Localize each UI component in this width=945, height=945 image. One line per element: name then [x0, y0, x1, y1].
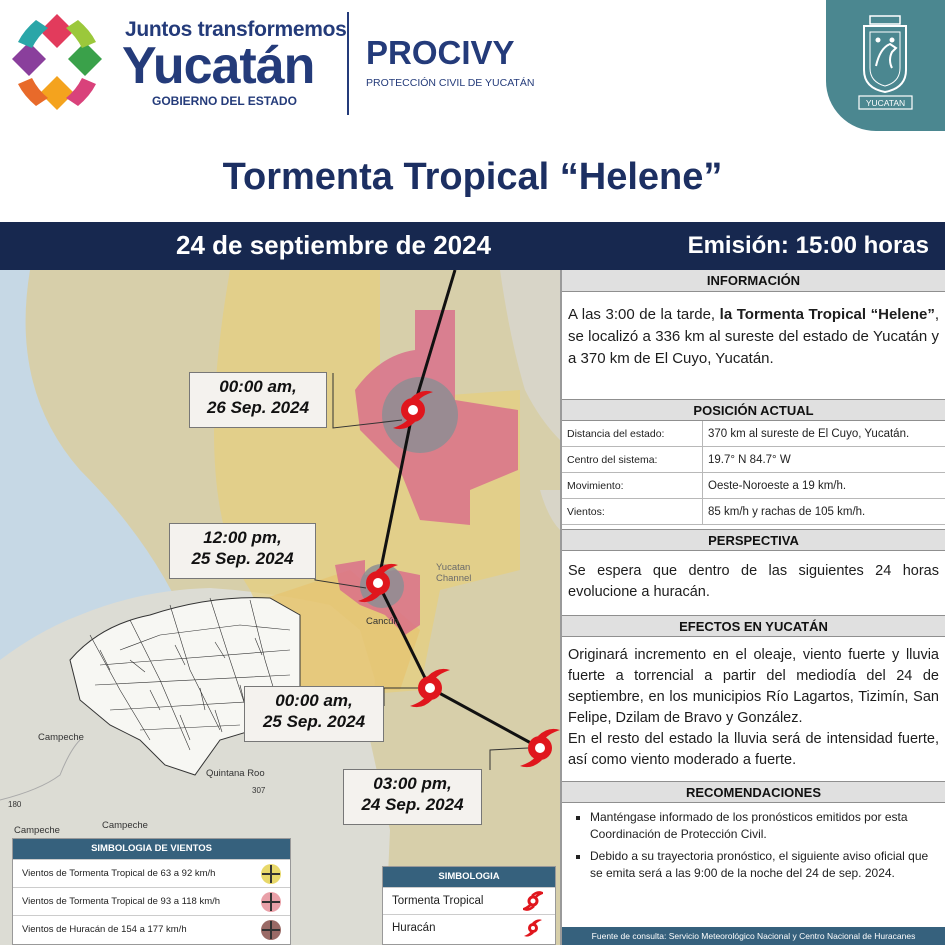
- tropical-storm-icon: [523, 891, 543, 911]
- callout-date: 25 Sep. 2024: [262, 712, 366, 731]
- label-campeche-state: Campeche: [102, 820, 148, 831]
- procivy-subtitle: PROTECCIÓN CIVIL DE YUCATÁN: [366, 77, 535, 89]
- gov-slogan: Juntos transformemos: [125, 18, 347, 41]
- perspectiva-header: PERSPECTIVA: [562, 529, 945, 551]
- info-panel: [560, 270, 945, 945]
- callout-date: 25 Sep. 2024: [191, 549, 294, 568]
- row-key: Centro del sistema:: [562, 447, 703, 473]
- issue-date: 24 de septiembre de 2024: [176, 230, 492, 260]
- wind-legend-label: Vientos de Tormenta Tropical de 63 a 92 km/h: [22, 868, 216, 879]
- symbol-legend: [382, 866, 556, 945]
- table-row: [562, 473, 945, 499]
- yucatan-logo-icon: [8, 10, 106, 116]
- informacion-post: , se localizó a 336 km al sureste del estado de Yucatán y a 370 km de El Cuyo, Yucatán.: [568, 306, 939, 367]
- road-307: 307: [252, 786, 266, 795]
- wind-legend: [12, 838, 291, 945]
- label-quintana-roo: Quintana Roo: [206, 768, 265, 779]
- page-title: Tormenta Tropical “Helene”: [222, 156, 723, 198]
- callout-time: 00:00 am,: [219, 377, 297, 396]
- wind-legend-row-hurricane: [13, 915, 290, 943]
- row-key: Distancia del estado:: [562, 421, 703, 447]
- symbol-legend-header: SIMBOLOGIA: [383, 867, 555, 887]
- wind-legend-label: Vientos de Huracán de 154 a 177 km/h: [22, 924, 187, 935]
- informacion-bold: la Tormenta Tropical “Helene”: [719, 306, 935, 323]
- callout-time: 12:00 pm,: [203, 528, 282, 547]
- symbol-legend-label: Tormenta Tropical: [392, 895, 484, 907]
- informacion-pre: A las 3:00 de la tarde,: [568, 306, 720, 323]
- efectos-header: EFECTOS EN YUCATÁN: [562, 615, 945, 637]
- header: [0, 0, 945, 150]
- gov-subtitle: GOBIERNO DEL ESTADO: [152, 94, 297, 108]
- table-row: [562, 421, 945, 447]
- row-value: 370 km al sureste de El Cuyo, Yucatán.: [703, 421, 945, 447]
- informacion-header: INFORMACIÓN: [562, 270, 945, 292]
- callout-date: 24 Sep. 2024: [361, 795, 464, 814]
- source-footer: Fuente de consulta: Servicio Meteorológico Nacional y Centro Nacional de Huracanes: [562, 927, 945, 945]
- date-band: [0, 222, 945, 270]
- wind-legend-row-ts-low: [13, 859, 290, 887]
- label-campeche-coast: Campeche: [14, 825, 60, 836]
- row-key: Movimiento:: [562, 473, 703, 499]
- row-value: Oeste-Noroeste a 19 km/h.: [703, 473, 945, 499]
- row-value: 19.7° N 84.7° W: [703, 447, 945, 473]
- informacion-text: [562, 292, 945, 399]
- wind-legend-label: Vientos de Tormenta Tropical de 93 a 118 km/h: [22, 896, 221, 907]
- shield-icon: [826, 0, 945, 131]
- recomendaciones-header: RECOMENDACIONES: [562, 781, 945, 803]
- table-row: [562, 499, 945, 525]
- recomendaciones-list: [562, 809, 945, 882]
- header-divider: [347, 12, 349, 115]
- efectos-text: [562, 637, 945, 781]
- shield-label: YUCATAN: [865, 98, 906, 108]
- symbol-legend-row-hurricane: [383, 914, 555, 941]
- procivy-title: PROCIVY: [366, 34, 515, 71]
- row-key: Vientos:: [562, 499, 703, 525]
- callout-time: 00:00 am,: [275, 691, 353, 710]
- wind-legend-header: SIMBOLOGIA DE VIENTOS: [13, 839, 290, 859]
- table-row: [562, 447, 945, 473]
- wind-crosshair-yellow-icon: [261, 864, 281, 884]
- gov-name: Yucatán: [122, 37, 315, 95]
- road-180: 180: [8, 800, 22, 809]
- callout-time: 03:00 pm,: [373, 774, 452, 793]
- list-item: ▪ Manténgase informado de los pronósticos emitidos por esta Coordinación de Protección Civil.: [590, 809, 937, 843]
- emission-time: Emisión: 15:00 horas: [687, 232, 929, 259]
- symbol-legend-row-storm: [383, 887, 555, 914]
- efectos-paragraph-2: En el resto del estado la lluvia será de intensidad fuerte, así como viento moderado a fuerte.: [568, 731, 939, 768]
- posicion-header: POSICIÓN ACTUAL: [562, 399, 945, 421]
- label-campeche-city: Campeche: [38, 732, 84, 743]
- efectos-paragraph-1: Originará incremento en el oleaje, viento fuerte y lluvia fuerte a torrencial a partir del mediodía del 24 de septiembre, en los municipios Río Lagartos, Tizimín, San Felipe, Dzilam de Bravo y González.: [568, 647, 939, 726]
- row-value: 85 km/h y rachas de 105 km/h.: [703, 499, 945, 525]
- label-yucatan-channel: Yucatan Channel: [436, 562, 472, 584]
- label-cancun: Cancún: [366, 616, 399, 627]
- hurricane-icon: [523, 918, 543, 938]
- state-shield-badge: [826, 0, 945, 131]
- callout-24sep-1500: [343, 769, 482, 825]
- wind-crosshair-brown-icon: [261, 920, 281, 940]
- perspectiva-text: Se espera que dentro de las siguientes 24 horas evolucione a huracán.: [568, 563, 939, 600]
- callout-date: 26 Sep. 2024: [206, 398, 310, 417]
- list-item: ▪ Debido a su trayectoria pronóstico, el siguiente aviso oficial que se emita será a las 9:00 de la noche del 24 de sep. 2024.: [590, 848, 937, 882]
- callout-26sep-0000: [189, 372, 327, 428]
- callout-25sep-0000: [244, 686, 384, 742]
- symbol-legend-label: Huracán: [392, 922, 436, 934]
- callout-25sep-1200: [169, 523, 316, 579]
- wind-crosshair-pink-icon: [261, 892, 281, 912]
- wind-legend-row-ts-high: [13, 887, 290, 915]
- posicion-table: [562, 421, 945, 525]
